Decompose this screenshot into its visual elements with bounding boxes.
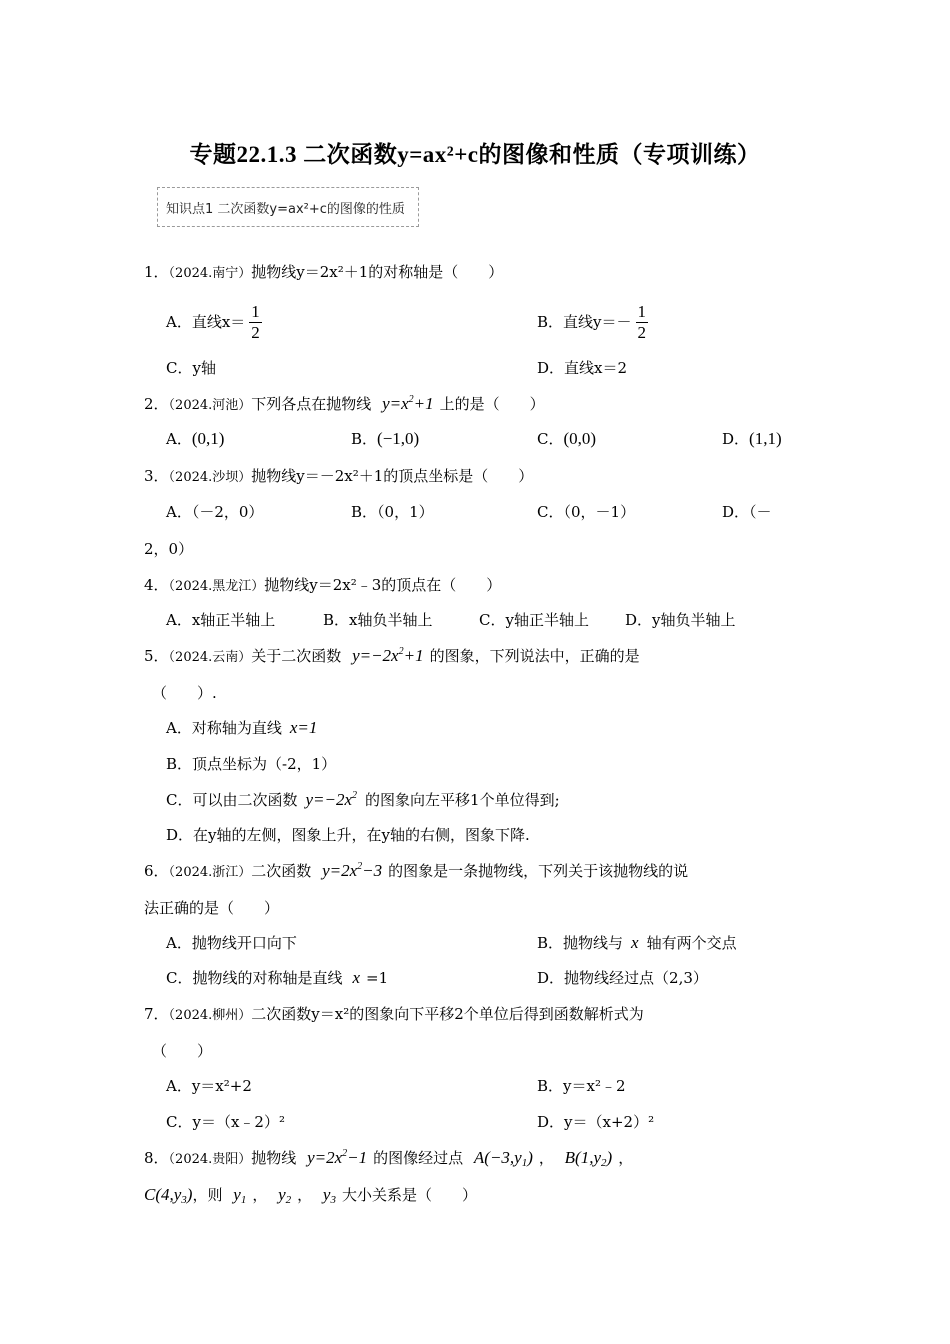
question-1-option-d: D．直线x＝2 bbox=[537, 359, 628, 377]
question-7-option-c: C．y＝（x﹣2）² bbox=[166, 1113, 285, 1131]
question-4-stem: 4．（2024.黑龙江）抛物线y＝2x²﹣3的顶点在（ ） bbox=[144, 576, 502, 594]
y2: $y_2$ bbox=[278, 1185, 292, 1206]
question-3-option-d: D．（－ bbox=[722, 503, 772, 521]
math-expression: $y=x^2+1$ bbox=[382, 394, 434, 413]
question-3-stem: 3．（2024.沙坝）抛物线y＝－2x²＋1的顶点坐标是（ ） bbox=[144, 467, 534, 485]
question-1-option-c: C．y轴 bbox=[166, 359, 216, 377]
question-7-stem-continued: （ ） bbox=[152, 1042, 213, 1060]
page-title: 专题22.1.3 二次函数y=ax²+c的图像和性质（专项训练） bbox=[189, 142, 761, 167]
question-5-option-d: D．在y轴的左侧，图象上升，在y轴的右侧，图象下降. bbox=[166, 826, 530, 844]
question-5-stem: 5．（2024.云南）关于二次函数 $y=-2x^2+1$ 的图象，下列说法中，正确的是 bbox=[144, 646, 640, 665]
math-expression: $y=2x^2-3$ bbox=[322, 861, 383, 880]
question-2-stem: 2．（2024.河池）下列各点在抛物线 $y=x^2+1$ 上的是（ ） bbox=[144, 394, 545, 413]
question-2-option-a: A．(0,1) bbox=[166, 429, 225, 448]
question-7-stem: 7．（2024.柳州）二次函数y＝x²的图象向下平移2个单位后得到函数解析式为 bbox=[144, 1005, 644, 1023]
question-8-stem-continued: $C(4,y_3)$，则 $y_1$ ， $y_2$ ， $y_3$ 大小关系是（ ） bbox=[144, 1185, 477, 1206]
question-1-option-b: B．直线y＝－ $\frac{1}{2}$ bbox=[537, 301, 646, 342]
fraction: $\frac{1}{2}$ bbox=[251, 301, 260, 342]
knowledge-point-label: 知识点1 二次函数y=ax²+c的图像的性质 bbox=[166, 202, 405, 217]
question-7-option-a: A．y＝x²+2 bbox=[166, 1077, 252, 1095]
question-5-option-b: B．顶点坐标为（-2，1） bbox=[166, 755, 337, 773]
question-2-option-c: C．(0,0) bbox=[537, 429, 597, 448]
question-4-option-b: B．x轴负半轴上 bbox=[323, 611, 433, 629]
fraction: $\frac{1}{2}$ bbox=[637, 301, 646, 342]
question-3-option-b: B．（0，1） bbox=[351, 503, 434, 521]
question-3-option-a: A．（－2，0） bbox=[166, 503, 264, 521]
y1: $y_1$ bbox=[233, 1185, 247, 1206]
question-1-option-a: A．直线x＝ $\frac{1}{2}$ bbox=[166, 301, 260, 342]
question-6-option-a: A．抛物线开口向下 bbox=[166, 934, 297, 952]
question-1-stem: 1．（2024.南宁）抛物线y＝2x²＋1的对称轴是（ ） bbox=[144, 263, 504, 281]
question-5-stem-continued: （ ）. bbox=[152, 684, 217, 702]
question-6-option-c: C．抛物线的对称轴是直线 x =1 bbox=[166, 968, 389, 987]
math-expression: $y=-2x^2$ bbox=[305, 790, 358, 809]
question-2-option-b: B．(−1,0) bbox=[351, 429, 420, 448]
math-expression: $y=2x^2-1$ bbox=[307, 1148, 368, 1167]
point-a: $A(-3,y_1)$ bbox=[473, 1148, 533, 1169]
question-4-option-c: C．y轴正半轴上 bbox=[479, 611, 589, 629]
question-6-stem: 6．（2024.浙江）二次函数 $y=2x^2-3$ 的图象是一条抛物线，下列关于该抛物线的说 bbox=[144, 861, 689, 880]
y3: $y_3$ bbox=[322, 1185, 336, 1206]
question-3-option-d-continued: 2，0） bbox=[144, 540, 194, 558]
point-c: $C(4,y_3)$ bbox=[144, 1185, 193, 1206]
question-3-option-c: C．（0，－1） bbox=[537, 503, 636, 521]
question-2-option-d: D．(1,1) bbox=[722, 429, 782, 448]
question-5-option-a: A．对称轴为直线 x=1 bbox=[166, 718, 318, 737]
question-7-option-d: D．y＝（x+2）² bbox=[537, 1113, 655, 1131]
point-b: $B(1,y_2)$ bbox=[564, 1148, 613, 1169]
math-expression: $y=-2x^2+1$ bbox=[352, 646, 424, 665]
question-5-option-c: C．可以由二次函数 $y=-2x^2$ 的图象向左平移1个单位得到; bbox=[166, 790, 560, 809]
question-8-stem: 8．（2024.贵阳）抛物线 $y=2x^2-1$ 的图像经过点 $A(-3,y_1)$ ， $B(1,y_2)$ ， bbox=[144, 1148, 634, 1169]
question-6-option-b: B．抛物线与 x 轴有两个交点 bbox=[537, 933, 737, 952]
knowledge-point-box bbox=[157, 187, 419, 227]
question-4-option-a: A．x轴正半轴上 bbox=[166, 611, 276, 629]
question-7-option-b: B．y＝x²﹣2 bbox=[537, 1077, 626, 1095]
question-4-option-d: D．y轴负半轴上 bbox=[625, 611, 736, 629]
question-6-stem-continued: 法正确的是（ ） bbox=[144, 899, 280, 917]
question-6-option-d: D．抛物线经过点（2,3） bbox=[537, 969, 708, 987]
